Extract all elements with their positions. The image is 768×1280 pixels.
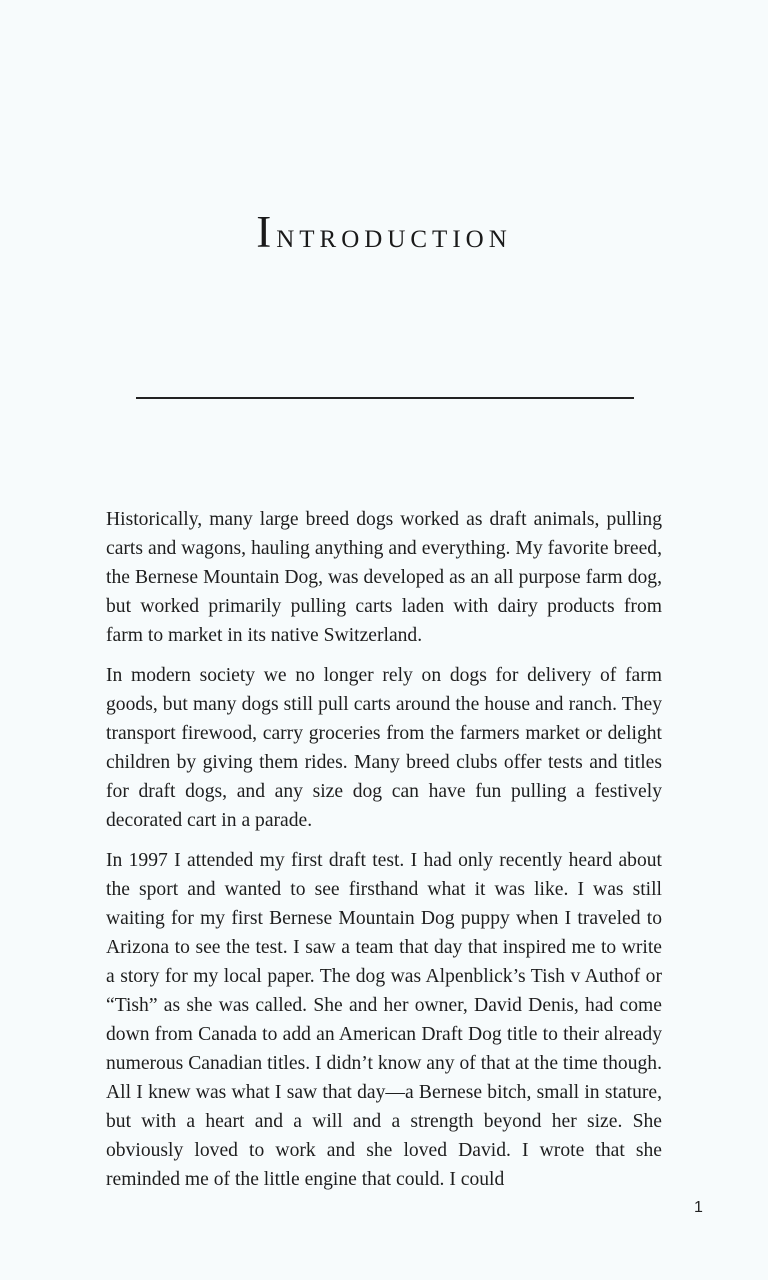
title-divider — [136, 397, 634, 399]
chapter-body — [106, 505, 662, 1205]
chapter-title — [0, 206, 768, 258]
chapter-title-rest: ntroduction — [276, 216, 512, 255]
paragraph-3: In 1997 I attended my first draft test. I had only recently heard about the sport and wanted to see firsthand what it was like. I was still waiting for my first Bernese Mountain Dog puppy when I traveled to Arizona to see the test. I saw a team that day that inspired me to write a story for my local paper. The dog was Alpenblick’s Tish v Authof or “Tish” as she was called. She and her owner, David Denis, had come down from Canada to add an American Draft Dog title to their already numerous Canadian titles. I didn’t know any of that at the time though. All I knew was what I saw that day—a Bernese bitch, small in stature, but with a heart and a will and a strength beyond her size. She obviously loved to work and she loved David. I wrote that she reminded me of the little engine that could. I could — [106, 850, 662, 1190]
chapter-title-initial: I — [256, 207, 277, 257]
paragraph-2: In modern society we no longer rely on dogs for delivery of farm goods, but many dogs still pull carts around the house and ranch. They transport firewood, carry groceries from the farmers market or delight children by giving them rides. Many breed clubs offer tests and titles for draft dogs, and any size dog can have fun pulling a festively decorated cart in a parade. — [106, 665, 662, 831]
page-number: 1 — [694, 1199, 703, 1216]
paragraph-1: Historically, many large breed dogs worked as draft animals, pulling carts and wagons, hauling anything and everything. My favorite breed, the Bernese Mountain Dog, was developed as an all purpose farm dog, but worked primarily pulling carts laden with dairy products from farm to market in its native Switzerland. — [106, 509, 662, 646]
